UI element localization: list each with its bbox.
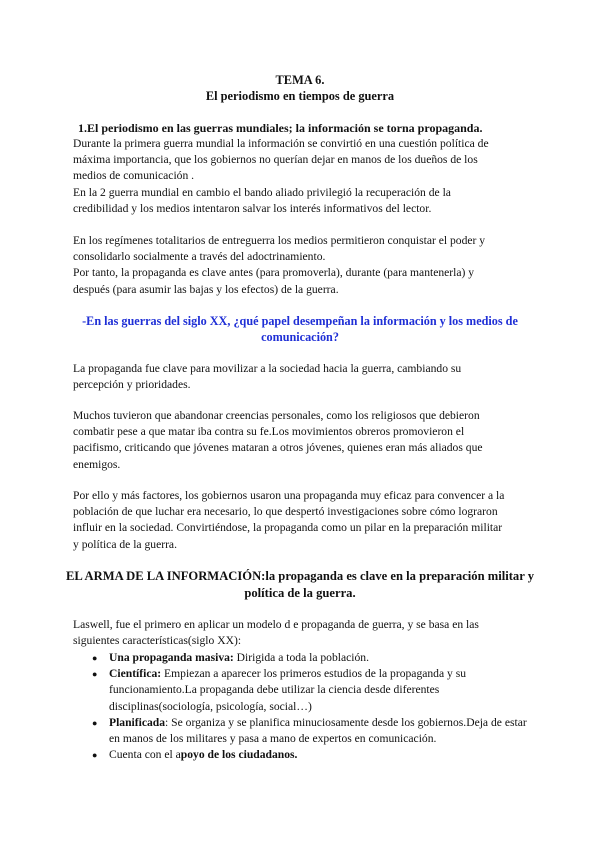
doc-title: TEMA 6.: [275, 73, 325, 87]
section1-heading: 1.El periodismo en las guerras mundiales; la información se torna propaganda.: [78, 121, 483, 135]
text-line: después (para asumir las bajas y los efectos) de la guerra.: [73, 282, 339, 296]
text-line: Por ello y más factores, los gobiernos usaron una propaganda muy eficaz para convencer a la: [73, 489, 505, 502]
section2-heading-line2: política de la guerra.: [244, 586, 356, 600]
paragraph-3: [73, 488, 533, 553]
characteristics-list: [73, 650, 528, 763]
bullet-icon: ●: [92, 717, 98, 728]
item-text: Cuenta con el a: [109, 748, 181, 762]
text-line: Durante la primera guerra mundial la información se convirtió en una cuestión política de: [73, 137, 489, 150]
text-line: influir en la sociedad. Convirtiéndose, la propaganda como un pilar en la preparación militar: [73, 521, 503, 535]
section1-body: [73, 136, 533, 217]
bullet-icon: ●: [92, 750, 98, 761]
text-line: Laswell, fue el primero en aplicar un modelo d e propaganda de guerra, y se basa en las: [73, 618, 479, 631]
text-line: y política de la guerra.: [73, 537, 177, 551]
list-item: [73, 715, 528, 747]
section2-intro: [73, 617, 533, 649]
text-line: máxima importancia, que los gobiernos no querían dejar en manos de los dueños de los: [73, 153, 478, 167]
paragraph-1: [73, 361, 533, 393]
item-bold: Una propaganda masiva:: [109, 651, 234, 664]
list-item: [73, 747, 528, 763]
bullet-icon: ●: [92, 669, 98, 680]
text-line: pacifismo, criticando que jóvenes mataran a otros jóvenes, quienes eran más aliados que: [73, 441, 483, 455]
text-line: En la 2 guerra mundial en cambio el bando aliado privilegió la recuperación de la: [73, 185, 451, 199]
list-item: [73, 666, 528, 715]
text-line: población de que luchar era necesario, lo que despertó investigaciones sobre cómo lograron: [73, 505, 498, 519]
text-line: percepción y prioridades.: [73, 378, 191, 392]
text-line: En los regímenes totalitarios de entreguerra los medios permitieron conquistar el poder y: [73, 234, 486, 247]
item-bold: Planificada: [109, 715, 166, 729]
text-line: siguientes características(siglo XX):: [73, 634, 242, 648]
list-item: [73, 650, 528, 666]
text-line: Muchos tuvieron que abandonar creencias personales, como los religiosos que debieron: [73, 409, 480, 422]
text-line: consolidarlo socialmente a través del adoctrinamiento.: [73, 250, 326, 264]
item-text: Empiezan a aparecer los primeros estudios de la propaganda y su funcionamiento.La propaganda debe utilizar la ciencia desde diferentes disciplinas(sociología, psicología, social…): [109, 667, 467, 713]
bullet-icon: ●: [92, 653, 98, 663]
question-heading-line2: comunicación?: [261, 330, 339, 344]
item-bold: poyo de los ciudadanos.: [180, 748, 298, 762]
item-text: : Se organiza y se planifica minuciosamente desde los gobiernos.Deja de estar en manos de los militares y pasa a mano de expertos en comunicación.: [109, 715, 527, 746]
text-line: Por tanto, la propaganda es clave antes (para promoverla), durante (para mantenerla) y: [73, 266, 475, 280]
text-line: credibilidad y los medios intentaron salvar los interés informativos del lector.: [73, 201, 432, 215]
item-text: Dirigida a toda la población.: [233, 651, 370, 664]
text-line: combatir pese a que matar iba contra su fe.Los movimientos obreros promovieron el: [73, 425, 465, 439]
doc-subtitle: El periodismo en tiempos de guerra: [205, 89, 395, 103]
text-line: enemigos.: [73, 457, 121, 471]
text-line: medios de comunicación .: [73, 169, 195, 183]
item-bold: Científica:: [109, 667, 162, 681]
question-heading-line1: -En las guerras del siglo XX, ¿qué papel desempeñan la información y los medios de: [82, 314, 518, 328]
text-line: La propaganda fue clave para movilizar a la sociedad hacia la guerra, cambiando su: [73, 362, 462, 375]
paragraph-2: [73, 408, 533, 473]
section1-body-2: [73, 233, 533, 298]
section2-heading-line1: EL ARMA DE LA INFORMACIÓN:la propaganda es clave en la preparación militar y: [65, 569, 535, 583]
